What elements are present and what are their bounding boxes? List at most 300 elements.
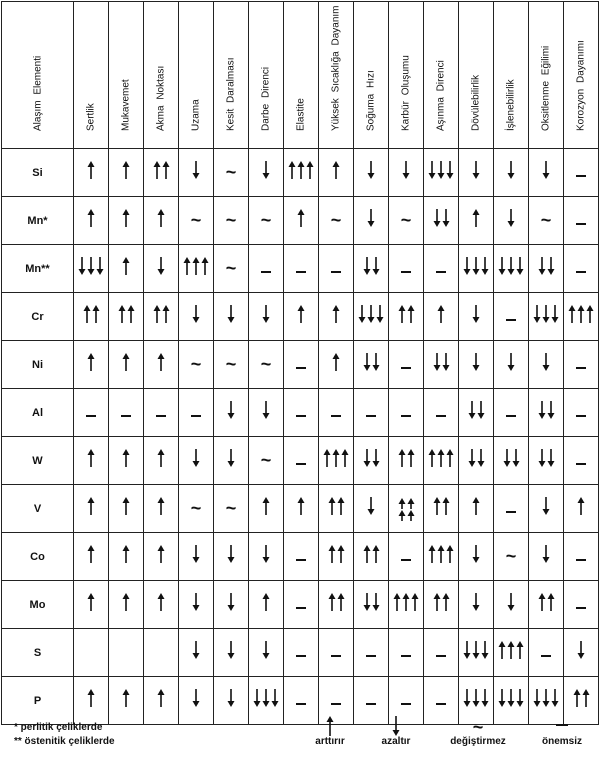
- effect-cell: [459, 245, 494, 293]
- effect-cell: [319, 629, 354, 677]
- arrow-up-icon: [372, 545, 380, 563]
- arrow-up-icon-group: [262, 593, 270, 611]
- effect-cell: [424, 149, 459, 197]
- dash-icon: [506, 415, 516, 417]
- header-property: [459, 2, 494, 149]
- arrow-down-icon: [547, 449, 555, 467]
- effect-cell: [319, 197, 354, 245]
- arrow-down-icon: [192, 305, 200, 323]
- arrow-up-icon: [192, 257, 200, 275]
- arrow-down-icon: [481, 257, 489, 275]
- arrow-down-icon: [367, 209, 375, 227]
- arrow-up-icon: [433, 593, 441, 611]
- arrow-down-icon-group: [227, 641, 235, 659]
- effect-cell: [74, 533, 109, 581]
- arrow-down-icon-group: [192, 545, 200, 563]
- arrow-up-icon: [127, 305, 135, 323]
- effect-cell: [354, 581, 389, 629]
- arrow-up-icon: [162, 305, 170, 323]
- effect-cell: [74, 629, 109, 677]
- arrow-down-icon: [481, 689, 489, 707]
- arrow-down-icon: [363, 257, 371, 275]
- effect-cell: [109, 197, 144, 245]
- arrow-up-icon-group: [328, 497, 345, 515]
- arrow-up-icon: [398, 305, 406, 323]
- effect-cell: [459, 149, 494, 197]
- table-row: [2, 581, 599, 629]
- header-property: [389, 2, 424, 149]
- dash-icon: [296, 607, 306, 609]
- arrow-up-icon: [153, 305, 161, 323]
- effect-cell: [424, 245, 459, 293]
- dash-icon: [436, 703, 446, 705]
- effect-cell: [109, 293, 144, 341]
- effect-cell: [424, 629, 459, 677]
- arrow-up-icon-group: [87, 209, 95, 227]
- header-property-label: Elastite: [295, 98, 307, 131]
- effect-cell: [179, 533, 214, 581]
- dash-icon: [576, 607, 586, 609]
- arrow-up-icon: [87, 449, 95, 467]
- header-property: [284, 2, 319, 149]
- arrow-down-icon-group: [433, 209, 450, 227]
- arrow-up-icon: [437, 305, 445, 323]
- effect-cell: [214, 485, 249, 533]
- arrow-down-icon-group: [428, 161, 454, 179]
- header-property-label: Akma Noktası: [155, 65, 167, 131]
- arrow-down-icon: [503, 449, 511, 467]
- legend: [0, 708, 600, 763]
- effect-cell: [319, 341, 354, 389]
- effect-cell: [249, 197, 284, 245]
- arrow-down-icon-group: [227, 593, 235, 611]
- effect-cell: [74, 341, 109, 389]
- arrow-down-icon: [463, 689, 471, 707]
- header-property-label: Yüksek Sıcaklığa Dayanım: [330, 5, 342, 131]
- effect-cell: [494, 581, 529, 629]
- dash-icon: [366, 415, 376, 417]
- arrow-down-icon: [542, 689, 550, 707]
- dash-icon: [401, 367, 411, 369]
- arrow-down-icon: [577, 641, 585, 659]
- arrow-up-icon: [516, 641, 524, 659]
- effect-cell: [494, 341, 529, 389]
- arrow-down-icon-group: [227, 689, 235, 707]
- effect-cell: [564, 629, 599, 677]
- effect-cell: [214, 341, 249, 389]
- header-property-label: İşlenebilirlik: [505, 79, 517, 131]
- table-row: [2, 533, 599, 581]
- header-property-label: Korozyon Dayanımı: [575, 40, 587, 131]
- arrow-up-icon-group: [122, 449, 130, 467]
- arrow-up-icon-group: [157, 545, 165, 563]
- arrow-down-icon: [507, 689, 515, 707]
- arrow-down-icon-group: [542, 497, 550, 515]
- dash-icon: [576, 415, 586, 417]
- arrow-up-icon-group: [328, 545, 345, 563]
- arrow-down-icon: [192, 449, 200, 467]
- arrow-down-icon-group: [253, 689, 279, 707]
- arrow-down-icon: [372, 353, 380, 371]
- effect-cell: [354, 293, 389, 341]
- header-property: [564, 2, 599, 149]
- arrow-down-icon-group: [533, 305, 559, 323]
- effect-cell: [494, 197, 529, 245]
- arrow-up-icon: [446, 545, 454, 563]
- arrow-up-icon: [328, 545, 336, 563]
- dash-icon: [331, 271, 341, 273]
- arrow-up-icon-group: [573, 689, 590, 707]
- dash-icon: [296, 367, 306, 369]
- arrow-up-icon-group: [472, 209, 480, 227]
- arrow-down-icon: [157, 257, 165, 275]
- arrow-up-icon: [92, 305, 100, 323]
- effect-cell: [389, 485, 424, 533]
- arrow-up-icon-group: [122, 593, 130, 611]
- legend-note-pearlitic: * perlitik çeliklerde: [14, 722, 103, 733]
- effect-cell: [179, 437, 214, 485]
- arrow-down-icon-group: [498, 257, 524, 275]
- effect-cell: [249, 629, 284, 677]
- arrow-up-icon: [122, 353, 130, 371]
- arrow-up-icon: [411, 593, 419, 611]
- header-property: [354, 2, 389, 149]
- arrow-up-icon-group: [122, 497, 130, 515]
- arrow-up-icon: [577, 497, 585, 515]
- arrow-down-icon-group: [227, 449, 235, 467]
- effect-cell: [249, 149, 284, 197]
- arrow-down-icon: [402, 161, 410, 179]
- effect-cell: [424, 341, 459, 389]
- effect-cell: [389, 149, 424, 197]
- arrow-down-icon: [376, 305, 384, 323]
- arrow-up-icon: [398, 510, 406, 521]
- effect-cell: [74, 149, 109, 197]
- effect-cell: [74, 389, 109, 437]
- dash-icon: [331, 415, 341, 417]
- effect-cell: [459, 533, 494, 581]
- effect-cell: [179, 629, 214, 677]
- effect-cell: [459, 629, 494, 677]
- arrow-down-icon-group: [533, 689, 559, 707]
- arrow-down-icon: [472, 593, 480, 611]
- effect-cell: [214, 581, 249, 629]
- effect-cell: [424, 533, 459, 581]
- arrow-up-icon: [288, 161, 296, 179]
- dash-icon: [296, 655, 306, 657]
- tilde-icon: ~: [260, 209, 272, 230]
- row-element-label: Si: [2, 149, 74, 197]
- effect-cell: [74, 245, 109, 293]
- arrow-up-icon: [337, 593, 345, 611]
- arrow-down-icon: [367, 161, 375, 179]
- arrow-down-icon-group: [367, 161, 375, 179]
- table-row: [2, 485, 599, 533]
- arrow-down-icon-group: [463, 689, 489, 707]
- arrow-up-icon: [297, 305, 305, 323]
- arrow-down-icon: [262, 305, 270, 323]
- arrow-up-icon: [262, 593, 270, 611]
- arrow-up-icon-group: [472, 497, 480, 515]
- effect-cell: [529, 485, 564, 533]
- arrow-down-icon: [227, 545, 235, 563]
- effect-cell: [319, 485, 354, 533]
- arrow-down-icon-group: [542, 161, 550, 179]
- arrow-down-icon: [192, 593, 200, 611]
- arrow-up-icon: [437, 449, 445, 467]
- arrow-down-icon: [472, 545, 480, 563]
- header-property: [74, 2, 109, 149]
- arrow-down-icon: [96, 257, 104, 275]
- arrow-up-icon: [83, 305, 91, 323]
- arrow-down-icon: [262, 689, 270, 707]
- arrow-down-icon: [358, 305, 366, 323]
- arrow-up-icon: [157, 545, 165, 563]
- header-property-label: Oksitlenme Eğilimi: [540, 45, 552, 131]
- effect-cell: [284, 581, 319, 629]
- table-row: [2, 149, 599, 197]
- arrow-down-icon: [227, 401, 235, 419]
- effect-cell: [494, 245, 529, 293]
- effect-cell: [74, 581, 109, 629]
- arrow-down-icon-group: [507, 161, 515, 179]
- dash-icon: [576, 463, 586, 465]
- arrow-down-icon: [78, 257, 86, 275]
- arrow-up-icon: [122, 545, 130, 563]
- effect-cell: [249, 389, 284, 437]
- effect-cell: [144, 485, 179, 533]
- arrow-up-icon: [153, 161, 161, 179]
- header-property-label: Sertlik: [85, 103, 97, 131]
- row-element-label: Co: [2, 533, 74, 581]
- effect-cell: [319, 581, 354, 629]
- arrow-down-icon: [472, 161, 480, 179]
- header-property-label: Karbür Oluşumu: [400, 55, 412, 131]
- arrow-down-icon-group: [367, 497, 375, 515]
- table-row: [2, 437, 599, 485]
- arrow-up-icon: [402, 593, 410, 611]
- arrow-down-icon: [507, 593, 515, 611]
- arrow-down-icon: [442, 209, 450, 227]
- arrow-down-icon: [433, 353, 441, 371]
- arrow-up-icon-group: [398, 305, 415, 323]
- arrow-down-icon: [372, 593, 380, 611]
- arrow-up-icon-group: [87, 161, 95, 179]
- effect-cell: [144, 629, 179, 677]
- arrow-up-icon-group: [328, 593, 345, 611]
- arrow-down-icon: [551, 689, 559, 707]
- effect-cell: [459, 437, 494, 485]
- row-element-label: W: [2, 437, 74, 485]
- arrow-up-icon-group: [398, 498, 415, 509]
- table-body: [2, 149, 599, 725]
- arrow-up-icon: [428, 449, 436, 467]
- arrow-up-icon: [87, 545, 95, 563]
- effect-cell: [74, 485, 109, 533]
- arrow-down-icon: [372, 449, 380, 467]
- arrow-up-icon: [332, 161, 340, 179]
- dash-icon: [576, 223, 586, 225]
- arrow-up-icon-group: [118, 305, 135, 323]
- arrow-up-icon-group: [297, 305, 305, 323]
- effect-cell: [284, 197, 319, 245]
- arrow-up-icon: [407, 498, 415, 509]
- arrow-down-icon-group: [503, 449, 520, 467]
- arrow-up-icon: [328, 593, 336, 611]
- arrow-down-icon: [481, 641, 489, 659]
- effect-cell: [354, 533, 389, 581]
- arrow-up-icon: [442, 593, 450, 611]
- arrow-up-icon-group: [363, 545, 380, 563]
- arrow-down-icon: [227, 641, 235, 659]
- arrow-down-icon-group: [498, 689, 524, 707]
- effect-cell: [529, 341, 564, 389]
- arrow-up-icon: [328, 497, 336, 515]
- arrow-up-icon-group: [122, 353, 130, 371]
- effect-cell: [249, 581, 284, 629]
- arrow-up-icon-group: [183, 257, 209, 275]
- dash-icon: [506, 511, 516, 513]
- effect-cell: [179, 341, 214, 389]
- arrow-up-icon-group: [428, 545, 454, 563]
- arrow-up-icon: [568, 305, 576, 323]
- arrow-down-icon-group: [192, 641, 200, 659]
- legend-decrease: [368, 714, 424, 747]
- arrow-down-icon-group: [192, 161, 200, 179]
- legend-unchanged: [440, 714, 516, 747]
- arrow-up-icon: [577, 305, 585, 323]
- arrow-down-icon: [472, 257, 480, 275]
- arrow-down-icon-group: [192, 689, 200, 707]
- arrow-up-icon-group: [157, 593, 165, 611]
- arrow-down-icon: [463, 641, 471, 659]
- effect-cell: [354, 149, 389, 197]
- arrow-down-icon-group: [192, 449, 200, 467]
- effect-cell: [564, 341, 599, 389]
- arrow-up-icon: [122, 161, 130, 179]
- table-row: [2, 245, 599, 293]
- arrow-down-icon: [446, 161, 454, 179]
- arrow-down-icon: [428, 161, 436, 179]
- arrow-up-icon: [157, 209, 165, 227]
- tilde-icon: ~: [400, 209, 412, 230]
- arrow-up-icon-group: [428, 449, 454, 467]
- arrow-up-icon: [323, 449, 331, 467]
- arrow-down-icon-group: [577, 641, 585, 659]
- arrow-up-icon-group: [157, 497, 165, 515]
- legend-increase-label: arttırır: [315, 736, 345, 747]
- arrow-up-icon-group: [398, 510, 415, 521]
- effect-cell: [389, 533, 424, 581]
- arrow-up-icon: [118, 305, 126, 323]
- effect-cell: [389, 581, 424, 629]
- arrow-up-icon: [306, 161, 314, 179]
- arrow-down-icon: [433, 209, 441, 227]
- arrow-down-icon-group: [538, 449, 555, 467]
- arrow-down-icon: [542, 161, 550, 179]
- arrow-up-icon: [87, 497, 95, 515]
- arrow-down-icon-group: [227, 545, 235, 563]
- arrow-up-icon-group: [87, 689, 95, 707]
- arrow-down-icon-group: [402, 161, 410, 179]
- arrow-down-icon: [507, 209, 515, 227]
- arrow-down-icon-group: [262, 401, 270, 419]
- effect-cell: [564, 293, 599, 341]
- effect-cell: [214, 149, 249, 197]
- effect-cell: [564, 149, 599, 197]
- arrow-up-icon: [407, 305, 415, 323]
- effect-cell: [144, 389, 179, 437]
- dash-icon: [366, 703, 376, 705]
- arrow-down-icon: [368, 714, 424, 736]
- header-property: [144, 2, 179, 149]
- effect-cell: [284, 629, 319, 677]
- arrow-down-icon-group: [472, 593, 480, 611]
- tilde-icon: ~: [505, 545, 517, 566]
- arrow-up-icon-group: [332, 353, 340, 371]
- dash-icon: [436, 655, 446, 657]
- arrow-up-icon: [87, 209, 95, 227]
- effect-cell: [529, 437, 564, 485]
- header-alloy-element: [2, 2, 74, 149]
- effect-cell: [389, 341, 424, 389]
- dash-icon: [401, 655, 411, 657]
- effect-cell: [529, 245, 564, 293]
- arrow-down-icon: [542, 497, 550, 515]
- header-property-label: Darbe Direnci: [260, 66, 272, 131]
- effect-cell: [319, 149, 354, 197]
- arrow-up-icon: [337, 545, 345, 563]
- effect-cell: [319, 245, 354, 293]
- arrow-down-icon: [192, 161, 200, 179]
- arrow-down-icon-group: [78, 257, 104, 275]
- effect-cell: [494, 437, 529, 485]
- effect-cell: [249, 245, 284, 293]
- arrow-up-icon: [157, 593, 165, 611]
- arrow-down-icon: [468, 449, 476, 467]
- dash-icon: [576, 271, 586, 273]
- effect-cell: [214, 293, 249, 341]
- arrow-down-icon-group: [463, 641, 489, 659]
- arrow-down-icon-group: [542, 545, 550, 563]
- effect-cell: [389, 245, 424, 293]
- effect-cell: [424, 197, 459, 245]
- arrow-up-icon-group: [87, 497, 95, 515]
- arrow-up-icon: [87, 161, 95, 179]
- arrow-down-icon-group: [472, 353, 480, 371]
- effect-cell: [144, 293, 179, 341]
- effect-cell: [319, 437, 354, 485]
- arrow-up-icon-group: [122, 257, 130, 275]
- effect-cell: [74, 293, 109, 341]
- arrow-down-icon: [192, 641, 200, 659]
- arrow-up-icon-group: [437, 305, 445, 323]
- effect-cell: [564, 437, 599, 485]
- arrow-up-icon-group: [433, 497, 450, 515]
- effect-cell: [284, 437, 319, 485]
- arrow-down-icon: [468, 401, 476, 419]
- arrow-up-icon-group: [157, 353, 165, 371]
- arrow-up-icon-group: [332, 161, 340, 179]
- effect-cell: [389, 389, 424, 437]
- effect-cell: [144, 581, 179, 629]
- arrow-up-icon: [586, 305, 594, 323]
- dash-icon: [401, 703, 411, 705]
- effect-cell: [179, 389, 214, 437]
- arrow-up-icon: [442, 497, 450, 515]
- arrow-up-icon: [398, 449, 406, 467]
- arrow-down-icon: [551, 305, 559, 323]
